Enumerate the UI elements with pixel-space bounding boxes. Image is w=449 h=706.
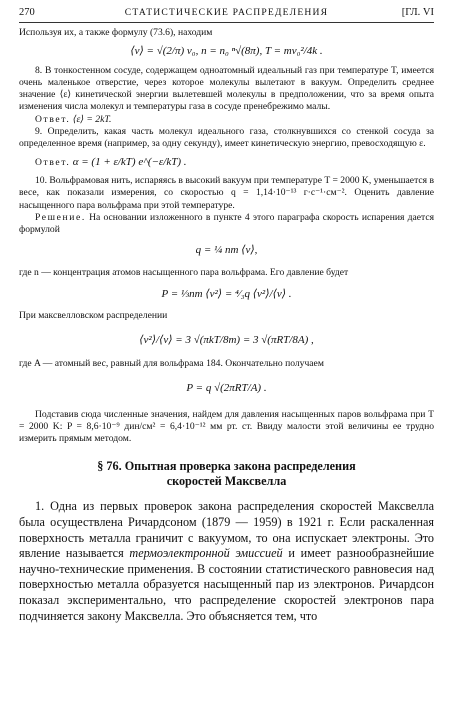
emphasis-term: термоэлектронной эмиссией bbox=[129, 546, 283, 561]
formula-pressure: P = ⅓nm ⟨v²⟩ = ⁴⁄₃q ⟨v²⟩/⟨v⟩ . bbox=[161, 288, 292, 301]
formula-speed-ratio: ⟨v²⟩/⟨v⟩ = 3 √(πkT/8m) = 3 √(πRT/8A) , bbox=[139, 333, 314, 346]
running-title: СТАТИСТИЧЕСКИЕ РАСПРЕДЕЛЕНИЯ bbox=[124, 7, 329, 18]
numeric-result-text: Подставив сюда численные значения, найдем для давления насыщенных паров вольфрама при T = 2000 K: P = 8,6·10⁻⁹ дин/см² = 6,4·10⁻¹² мм рт. ст. Ввиду малости этой величины ее трудно измерить прямым методом. bbox=[19, 408, 434, 445]
running-header bbox=[19, 6, 434, 23]
paragraph-text-end: и имеет разнообразнейшие научно-технические применения. В состоянии статистического равновесия над поверхностью металла образуется насыщенный пар из электронов. Ричардсон показал экспериментально, что распределение скоростей электронов пара подчиняется закону Максвелла. Это объясняется тем, что bbox=[19, 546, 435, 623]
section-paragraph-1 bbox=[19, 499, 434, 624]
solution-10 bbox=[19, 212, 434, 237]
solution-label: Решение. bbox=[35, 211, 86, 223]
maxwell-text: При максвелловском распределении bbox=[19, 310, 168, 322]
answer-9 bbox=[19, 156, 434, 169]
section-heading bbox=[19, 459, 434, 489]
problem-9: 9. Определить, какая часть молекул идеального газа, столкнувшихся со стенкой сосуда за определенное время (например, за одну секунду), имеет кинетическую энергию, превосходящую ε. bbox=[19, 126, 434, 150]
section-title-line-1: § 76. Опытная проверка закона распределения bbox=[97, 459, 356, 474]
answer-8 bbox=[19, 114, 434, 126]
problem-8: 8. В тонкостенном сосуде, содержащем одноатомный идеальный газ при температуре T, имеется очень маленькое отверстие, через которое молекулы вылетают в вакуум. Определить среднее значение ⟨ε⟩ кинетической энергии вылетевшей молекулы в предположении, что за время опыта изменения числа молекул и температуры газа в сосуде пренебрежимо малы. bbox=[19, 64, 434, 113]
answer-9-formula: α = (1 + ε/kT) e^(−ε/kT) . bbox=[72, 155, 187, 168]
solution-text: На основании изложенного в пункте 4 этого параграфа скорость испарения дается формулой bbox=[19, 211, 434, 236]
page bbox=[19, 6, 434, 624]
formula-final-pressure: P = q √(2πRT/A) . bbox=[186, 382, 267, 395]
paragraph-text-start: 1. Одна из первых проверок закона распределения скоростей Максвелла была осуществлена Ричардсоном (1879 — 1959) в 1921 г. Если раскаленная поверхность металла граничит с вакуумом, то она испускает электроны. Это явление называется bbox=[19, 499, 434, 561]
problem-10: 10. Вольфрамовая нить, испаряясь в высокий вакуум при температуре T = 2000 K, уменьшается в весе, как показали измерения, со скоростью q = 1,14·10⁻¹³ г·с⁻¹·см⁻². Оценить давление насыщенного пара вольфрама при этой температуре. bbox=[19, 174, 434, 211]
page-number: 270 bbox=[19, 7, 35, 18]
section-title-line-2: скоростей Максвелла bbox=[166, 474, 287, 489]
formula-mean-speed: ⟨v⟩ = √(2/π) v₀, n = n₀ ⁿ√(8π), T = mv₀²/4k . bbox=[130, 45, 323, 58]
intro-text: Используя их, а также формулу (73.6), находим bbox=[19, 27, 213, 38]
answer-label: Ответ. bbox=[35, 156, 71, 168]
answer-label: Ответ. bbox=[35, 113, 71, 125]
chapter-label: [ГЛ. VI bbox=[401, 7, 434, 18]
atomic-weight-text: где A — атомный вес, равный для вольфрама 184. Окончательно получаем bbox=[19, 357, 324, 369]
formula-evaporation-rate: q = ¼ nm ⟨v⟩, bbox=[195, 244, 258, 257]
answer-8-formula: ⟨ε⟩ = 2kT. bbox=[72, 113, 112, 125]
concentration-text: где n — концентрация атомов насыщенного пара вольфрама. Его давление будет bbox=[19, 266, 349, 278]
